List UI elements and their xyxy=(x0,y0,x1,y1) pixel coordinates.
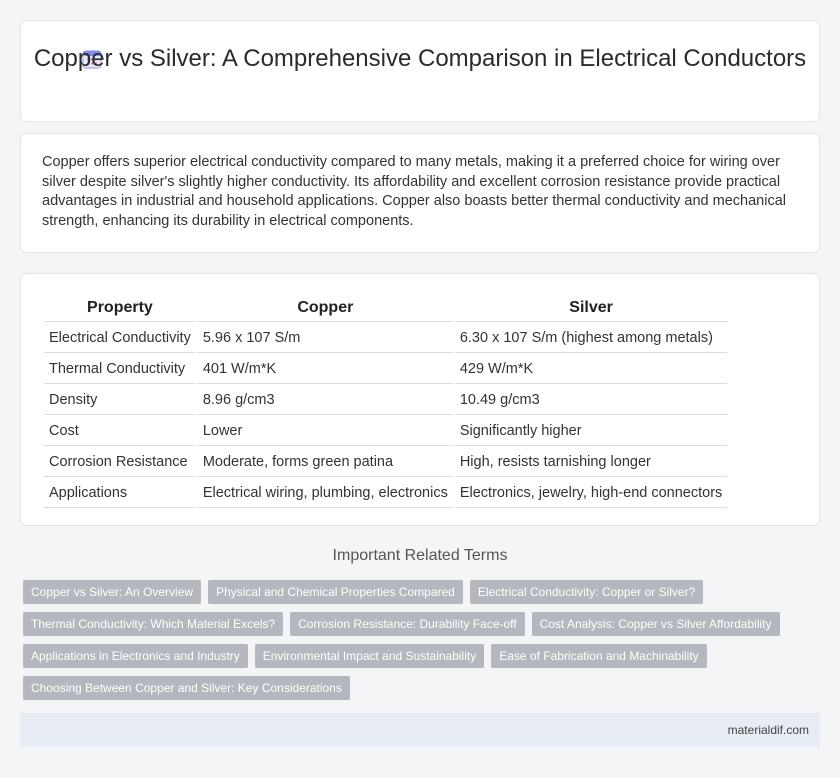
table-cell: Electrical Conductivity xyxy=(44,324,196,353)
table-row xyxy=(44,448,727,477)
related-terms-heading: Important Related Terms xyxy=(332,547,508,564)
related-term-link[interactable]: Thermal Conductivity: Which Material Excels? xyxy=(23,612,283,636)
page-title: Copper vs Silver: A Comprehensive Comparison in Electrical Conductors xyxy=(33,45,807,72)
table-cell: Electrical wiring, plumbing, electronics xyxy=(198,479,453,508)
table-row xyxy=(44,355,727,384)
site-name[interactable]: materialdif.com xyxy=(727,723,809,737)
related-term-link[interactable]: Ease of Fabrication and Machinability xyxy=(491,644,706,668)
table-cell: Electronics, jewelry, high-end connectors xyxy=(455,479,727,508)
intro-card xyxy=(20,133,820,253)
table-cell: Moderate, forms green patina xyxy=(198,448,453,477)
tag-row xyxy=(23,580,813,604)
table-cell: 5.96 x 107 S/m xyxy=(198,324,453,353)
table-cell: High, resists tarnishing longer xyxy=(455,448,727,477)
related-term-link[interactable]: Applications in Electronics and Industry xyxy=(23,644,248,668)
table-cell: 429 W/m*K xyxy=(455,355,727,384)
related-term-link[interactable]: Corrosion Resistance: Durability Face-off xyxy=(290,612,525,636)
header-card xyxy=(20,20,820,122)
tag-row xyxy=(23,644,813,668)
table-cell: Applications xyxy=(44,479,196,508)
column-header: Silver xyxy=(455,295,727,322)
table-row xyxy=(44,386,727,415)
table-cell: 8.96 g/cm3 xyxy=(198,386,453,415)
tag-row xyxy=(23,676,813,700)
column-header: Property xyxy=(44,295,196,322)
table-cell: Corrosion Resistance xyxy=(44,448,196,477)
table-cell: 6.30 x 107 S/m (highest among metals) xyxy=(455,324,727,353)
comparison-card xyxy=(20,273,820,526)
table-cell: Density xyxy=(44,386,196,415)
intro-paragraph: Copper offers superior electrical conductivity compared to many metals, making it a preferred choice for wiring over silver despite silver's slightly higher conductivity. Its affordability and excellent corrosion resistance provide practical advantages in industrial and household applications. Copper also boasts better thermal conductivity and mechanical strength, enhancing its durability in electrical components. xyxy=(42,154,786,229)
table-cell: Lower xyxy=(198,417,453,446)
tag-row xyxy=(23,612,813,636)
table-row xyxy=(44,417,727,446)
table-cell: Significantly higher xyxy=(455,417,727,446)
related-term-link[interactable]: Physical and Chemical Properties Compared xyxy=(208,580,463,604)
table-cell: Thermal Conductivity xyxy=(44,355,196,384)
table-cell: 401 W/m*K xyxy=(198,355,453,384)
related-term-link[interactable]: Choosing Between Copper and Silver: Key Considerations xyxy=(23,676,350,700)
table-row xyxy=(44,479,727,508)
table-cell: 10.49 g/cm3 xyxy=(455,386,727,415)
column-header: Copper xyxy=(198,295,453,322)
related-terms-list xyxy=(23,580,813,708)
related-term-link[interactable]: Cost Analysis: Copper vs Silver Affordability xyxy=(532,612,780,636)
table-cell: Cost xyxy=(44,417,196,446)
footer-bar xyxy=(20,713,820,747)
related-term-link[interactable]: Environmental Impact and Sustainability xyxy=(255,644,484,668)
comparison-table xyxy=(42,293,729,510)
table-header-row xyxy=(44,295,727,322)
related-term-link[interactable]: Copper vs Silver: An Overview xyxy=(23,580,201,604)
table-row xyxy=(44,324,727,353)
related-term-link[interactable]: Electrical Conductivity: Copper or Silver? xyxy=(470,580,703,604)
